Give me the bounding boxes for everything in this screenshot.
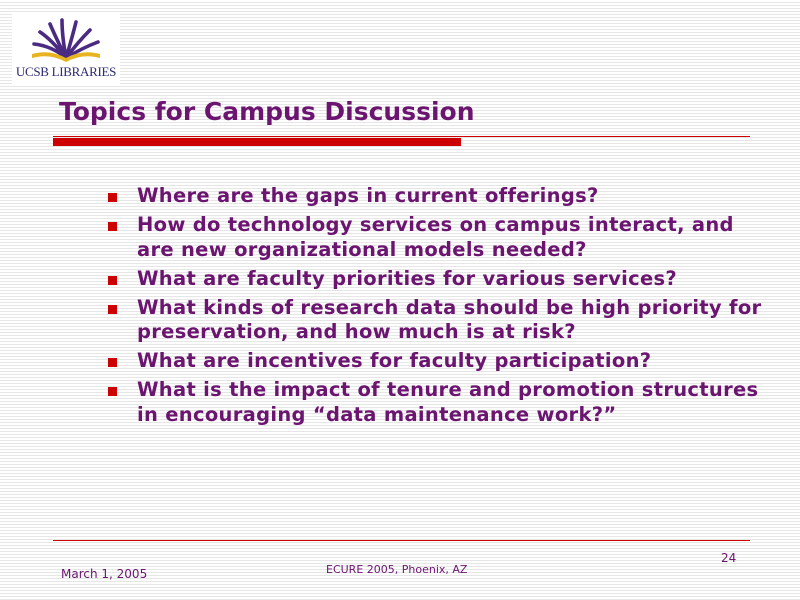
title-rule-thin xyxy=(53,136,750,137)
book-fan-icon xyxy=(28,16,104,64)
footer-date: March 1, 2005 xyxy=(61,567,148,581)
bullet-text: Where are the gaps in current offerings? xyxy=(137,184,599,207)
title-rule-thick xyxy=(53,138,461,146)
bullet-item xyxy=(108,378,768,427)
slide-title: Topics for Campus Discussion xyxy=(59,97,475,126)
bullet-item xyxy=(108,267,768,292)
bullet-text: What are incentives for faculty participation? xyxy=(137,349,652,372)
bullet-item xyxy=(108,213,768,262)
bullet-text: What kinds of research data should be high priority for preservation, and how much is at risk? xyxy=(137,295,762,343)
bullet-text: What is the impact of tenure and promotion structures in encouraging “data maintenance work?” xyxy=(137,378,759,426)
square-bullet-icon xyxy=(108,305,117,314)
square-bullet-icon xyxy=(108,387,117,396)
square-bullet-icon xyxy=(108,193,117,202)
page-number: 24 xyxy=(721,551,737,565)
ucsb-libraries-logo xyxy=(12,14,120,86)
square-bullet-icon xyxy=(108,222,117,231)
bullet-list xyxy=(108,184,768,432)
bullet-item xyxy=(108,349,768,374)
bullet-item xyxy=(108,184,768,209)
square-bullet-icon xyxy=(108,358,117,367)
logo-text: UCSB LIBRARIES xyxy=(15,64,117,79)
footer-event: ECURE 2005, Phoenix, AZ xyxy=(326,563,468,576)
bullet-item xyxy=(108,296,768,345)
bullet-text: What are faculty priorities for various services? xyxy=(137,266,677,290)
square-bullet-icon xyxy=(108,276,117,285)
footer-rule xyxy=(53,540,750,541)
bullet-text: How do technology services on campus interact, and are new organizational models needed? xyxy=(137,213,734,261)
